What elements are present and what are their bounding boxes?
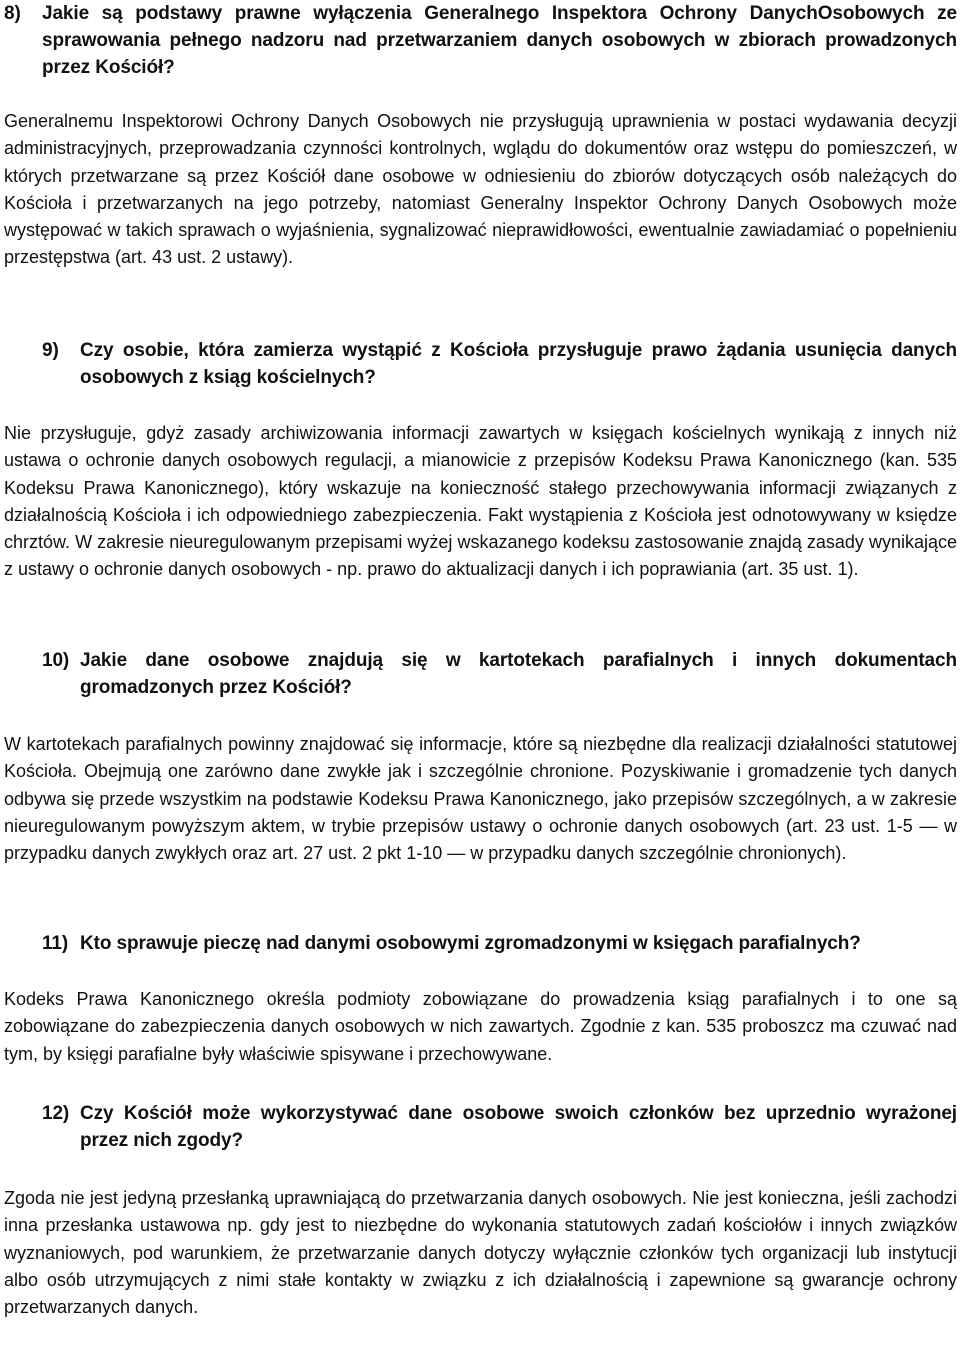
question-heading (4, 0, 957, 81)
question-number: 10) (42, 650, 70, 671)
answer-paragraph: W kartotekach parafialnych powinny znajdować się informacje, które są niezbędne dla realizacji działalności statutowej Kościoła. Obejmują one zarówno dane zwykłe jak i szczególnie chronione. Pozyskiwanie i gromadzenie tych danych odbywa się przede wszystkim na podstawie Kodeksu Prawa Kanonicznego, jako przepisów szczególnych, a w zakresie nieuregulowanym powyższym aktem, w trybie przepisów ustawy o ochronie danych osobowych (art. 23 ust. 1-5 — w przypadku danych zwykłych oraz art. 27 ust. 2 pkt 1-10 — w przypadku danych szczególnie chronionych). (4, 734, 957, 864)
question-text: Czy Kościół może wykorzystywać dane osobowe swoich członków bez uprzednio wyrażonej przez nich zgody? (80, 1103, 957, 1151)
question-number: 11) (42, 933, 69, 954)
question-heading (4, 647, 957, 701)
question-number: 12) (42, 1103, 70, 1124)
question-heading (4, 337, 957, 391)
question-heading (4, 1100, 957, 1154)
question-number: 9) (42, 340, 59, 361)
question-text: Kto sprawuje pieczę nad danymi osobowymi zgromadzonymi w księgach parafialnych? (80, 933, 861, 954)
question-text: Jakie dane osobowe znajdują się w kartotekach parafialnych i innych dokumentach gromadzonych przez Kościół? (80, 650, 957, 698)
question-heading (4, 930, 957, 957)
answer-paragraph: Nie przysługuje, gdyż zasady archiwizowania informacji zawartych w księgach kościelnych wynikają z innych niż ustawa o ochronie danych osobowych regulacji, a mianowicie z przepisów Kodeksu Prawa Kanonicznego (kan. 535 Kodeksu Prawa Kanonicznego), który wskazuje na konieczność stałego przechowywania informacji związanych z działalnością Kościoła i ich odpowiedniego zabezpieczenia. Fakt wystąpienia z Kościoła jest odnotowywany w księdze chrztów. W zakresie nieuregulowanym przepisami wyżej wskazanego kodeksu zastosowanie znajdą zasady wynikające z ustawy o ochronie danych osobowych - np. prawo do aktualizacji danych i ich poprawiania (art. 35 ust. 1). (4, 423, 957, 580)
question-text: Jakie są podstawy prawne wyłączenia Generalnego Inspektora Ochrony DanychOsobowych ze sprawowania pełnego nadzoru nad przetwarzaniem danych osobowych w zbiorach prowadzonych przez Kościół? (42, 3, 957, 78)
answer-paragraph: Generalnemu Inspektorowi Ochrony Danych Osobowych nie przysługują uprawnienia w postaci wydawania decyzji administracyjnych, przeprowadzania czynności kontrolnych, wglądu do dokumentów oraz wstępu do pomieszczeń, w których przetwarzane są przez Kościół dane osobowe w odniesieniu do zbiorów dotyczących osób należących do Kościoła i przetwarzanych na jego potrzeby, natomiast Generalny Inspektor Ochrony Danych Osobowych może występować w takich sprawach o wyjaśnienia, sygnalizować nieprawidłowości, ewentualnie zawiadamiać o popełnieniu przestępstwa (art. 43 ust. 2 ustawy). (4, 111, 957, 268)
question-text: Czy osobie, która zamierza wystąpić z Kościoła przysługuje prawo żądania usunięcia danych osobowych z ksiąg kościelnych? (80, 340, 957, 388)
question-number: 8) (4, 3, 21, 24)
answer-paragraph: Zgoda nie jest jedyną przesłanką uprawniającą do przetwarzania danych osobowych. Nie jest konieczna, jeśli zachodzi inna przesłanka ustawowa np. gdy jest to niezbędne do wykonania statutowych zadań kościołów i innych związków wyznaniowych, pod warunkiem, że przetwarzanie danych dotyczy wyłącznie członków tych organizacji lub instytucji albo osób utrzymujących z nimi stałe kontakty w związku z ich działalnością i zapewnione są gwarancje ochrony przetwarzanych danych. (4, 1188, 957, 1318)
answer-paragraph: Kodeks Prawa Kanonicznego określa podmioty zobowiązane do prowadzenia ksiąg parafialnych i to one są zobowiązane do zabezpieczenia danych osobowych w nich zawartych. Zgodnie z kan. 535 proboszcz ma czuwać nad tym, by księgi parafialne były właściwie spisywane i przechowywane. (4, 989, 957, 1064)
